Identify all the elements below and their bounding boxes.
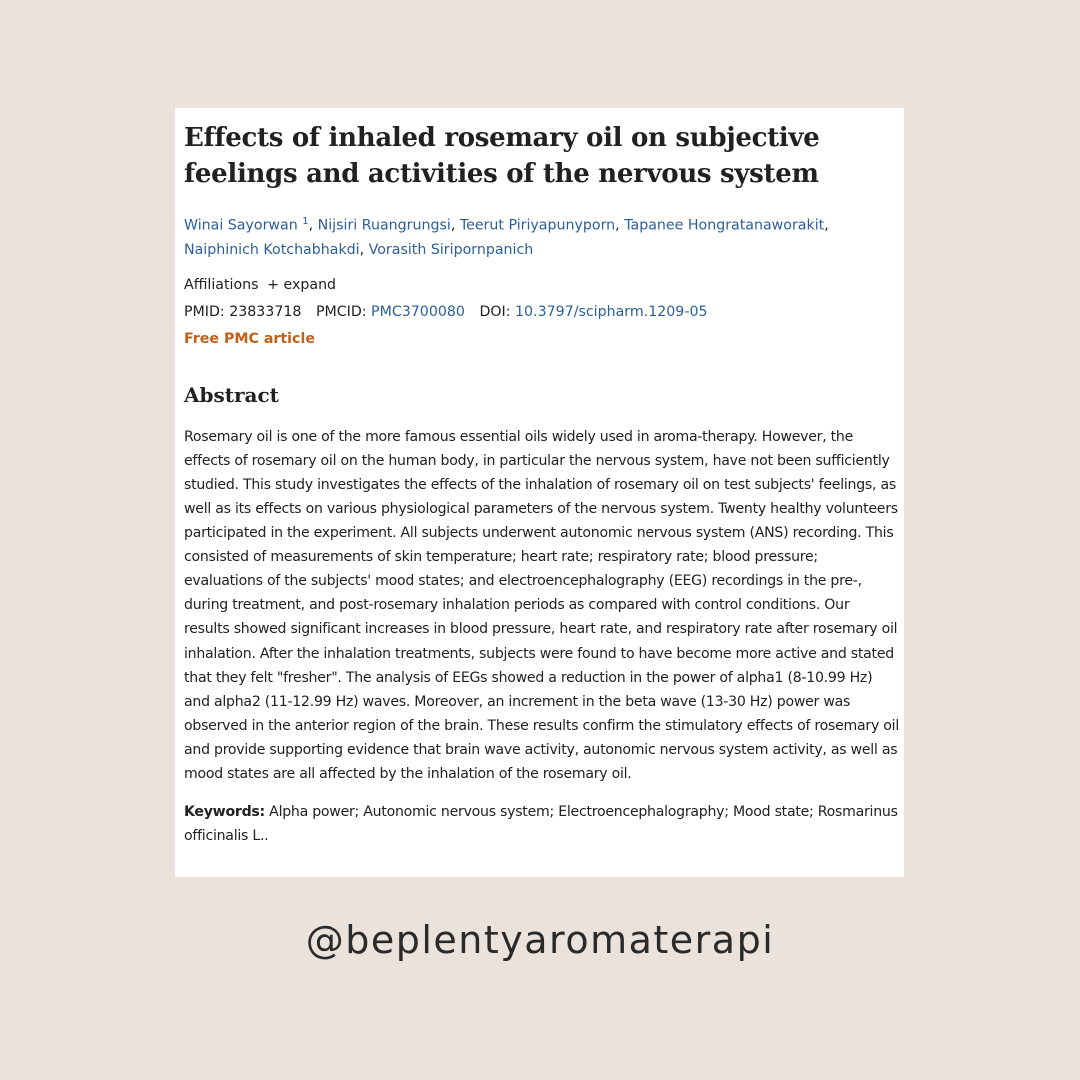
author-separator: ,: [824, 217, 829, 234]
affiliations-label: Affiliations: [184, 276, 259, 293]
expand-affiliations-button[interactable]: + expand: [267, 276, 337, 293]
author-link[interactable]: Teerut Piriyapunyporn: [459, 217, 616, 234]
affiliations-row: [184, 272, 904, 299]
keywords-label: Keywords:: [184, 804, 265, 821]
doi-link[interactable]: 10.3797/scipharm.1209-05: [515, 303, 708, 320]
abstract-heading: Abstract: [184, 382, 279, 407]
free-pmc-article-badge[interactable]: Free PMC article: [184, 330, 315, 347]
keywords-row: [184, 800, 899, 848]
author-list: [184, 210, 904, 262]
author-separator: ,: [308, 217, 318, 234]
author-link[interactable]: Vorasith Siripornpanich: [368, 241, 534, 258]
author-link[interactable]: Nijsiri Ruangrungsi: [317, 217, 451, 234]
author-separator: ,: [450, 217, 460, 234]
article-card: [175, 108, 904, 877]
pmcid-label: PMCID:: [315, 303, 367, 320]
abstract-text: Rosemary oil is one of the more famous essential oils widely used in aroma-therapy. However, the effects of rosemary oil on the human body, in particular the nervous system, have not been sufficiently studied. This study investigates the effects of the inhalation of rosemary oil on test subjects' feelings, as well as its effects on various physiological parameters of the nervous system. Twenty healthy volunteers participated in the experiment. All subjects underwent autonomic nervous system (ANS) recording. This consisted of measurements of skin temperature; heart rate; respiratory rate; blood pressure; evaluations of the subjects' mood states; and electroencephalography (EEG) recordings in the pre-, during treatment, and post-rosemary inhalation periods as compared with control conditions. Our results showed significant increases in blood pressure, heart rate, and respiratory rate after rosemary oil inhalation. After the inhalation treatments, subjects were found to have become more active and stated that they felt "fresher". The analysis of EEGs showed a reduction in the power of alpha1 (8-10.99 Hz) and alpha2 (11-12.99 Hz) waves. Moreover, an increment in the beta wave (13-30 Hz) power was observed in the anterior region of the brain. These results confirm the stimulatory effects of rosemary oil and provide supporting evidence that brain wave activity, autonomic nervous system activity, as well as mood states are all affected by the inhalation of the rosemary oil.: [184, 428, 899, 783]
author-separator: ,: [615, 217, 625, 234]
affiliation-superscript[interactable]: 1: [302, 216, 309, 227]
pmcid-link[interactable]: PMC3700080: [371, 303, 465, 320]
author-separator: ,: [359, 241, 369, 258]
pmid-value: 23833718: [229, 303, 302, 320]
keywords-list: Alpha power; Autonomic nervous system; Electroencephalography; Mood state; Rosmarinus officinalis L..: [184, 804, 898, 845]
author-link[interactable]: Winai Sayorwan: [184, 217, 298, 234]
article-title: Effects of inhaled rosemary oil on subjective feelings and activities of the nervous system: [184, 123, 820, 189]
author-link[interactable]: Naiphinich Kotchabhakdi: [184, 241, 360, 258]
instagram-handle: @beplentyaromaterapi: [305, 918, 775, 962]
doi-label: DOI:: [479, 303, 511, 320]
pmid-label: PMID:: [184, 303, 225, 320]
author-link[interactable]: Tapanee Hongratanaworakit: [624, 217, 825, 234]
identifiers-row: [184, 299, 904, 326]
